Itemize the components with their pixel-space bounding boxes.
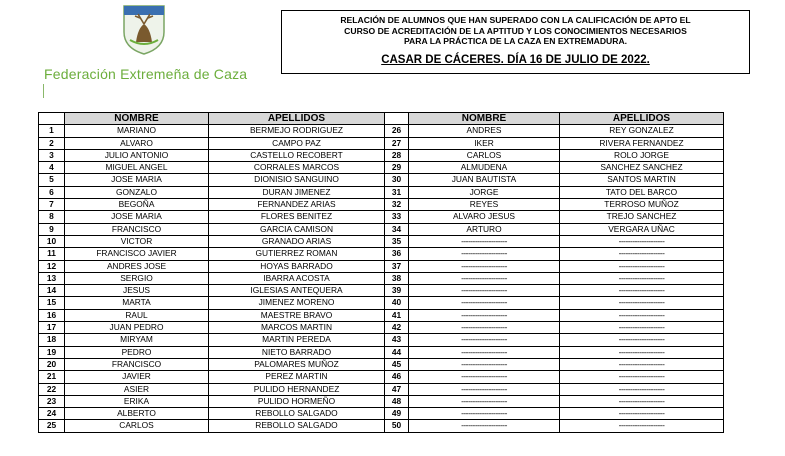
first-name-cell: BEGOÑA: [65, 199, 209, 211]
organization-name: Federación Extremeña de Caza: [44, 66, 248, 82]
surname-cell: --------------------: [560, 408, 724, 420]
table-header-row: [39, 113, 724, 125]
surname-cell: REBOLLO SALGADO: [209, 408, 385, 420]
first-name-cell: --------------------: [409, 260, 560, 272]
row-number: 24: [39, 408, 65, 420]
row-number: 28: [385, 149, 409, 161]
table-row: [39, 223, 724, 235]
surname-cell: --------------------: [560, 235, 724, 247]
surname-cell: --------------------: [560, 395, 724, 407]
surname-cell: SANTOS MARTIN: [560, 174, 724, 186]
row-number: 44: [385, 346, 409, 358]
table-row: [39, 371, 724, 383]
table-row: [39, 125, 724, 137]
row-number: 12: [39, 260, 65, 272]
surname-cell: NIETO BARRADO: [209, 346, 385, 358]
first-name-cell: --------------------: [409, 322, 560, 334]
table-row: [39, 285, 724, 297]
row-number: 27: [385, 137, 409, 149]
surname-cell: --------------------: [560, 383, 724, 395]
row-number: 9: [39, 223, 65, 235]
row-number: 15: [39, 297, 65, 309]
first-name-cell: --------------------: [409, 383, 560, 395]
header-number-cell: [39, 113, 65, 125]
surname-cell: IGLESIAS ANTEQUERA: [209, 285, 385, 297]
surname-cell: IBARRA ACOSTA: [209, 272, 385, 284]
row-number: 2: [39, 137, 65, 149]
header-nombre: NOMBRE: [65, 113, 209, 125]
surname-cell: MAESTRE BRAVO: [209, 309, 385, 321]
surname-cell: GARCIA CAMISON: [209, 223, 385, 235]
surname-cell: --------------------: [560, 309, 724, 321]
surname-cell: GRANADO ARIAS: [209, 235, 385, 247]
first-name-cell: ALMUDENA: [409, 162, 560, 174]
row-number: 50: [385, 420, 409, 432]
first-name-cell: --------------------: [409, 408, 560, 420]
first-name-cell: --------------------: [409, 272, 560, 284]
surname-cell: --------------------: [560, 322, 724, 334]
surname-cell: --------------------: [560, 346, 724, 358]
surname-cell: --------------------: [560, 358, 724, 370]
row-number: 20: [39, 358, 65, 370]
row-number: 1: [39, 125, 65, 137]
first-name-cell: REYES: [409, 199, 560, 211]
table-row: [39, 322, 724, 334]
table-row: [39, 358, 724, 370]
table-row: [39, 420, 724, 432]
header-number-cell: [385, 113, 409, 125]
row-number: 10: [39, 235, 65, 247]
first-name-cell: JOSE MARIA: [65, 174, 209, 186]
first-name-cell: ALVARO: [65, 137, 209, 149]
surname-cell: --------------------: [560, 272, 724, 284]
row-number: 43: [385, 334, 409, 346]
first-name-cell: --------------------: [409, 334, 560, 346]
row-number: 21: [39, 371, 65, 383]
surname-cell: --------------------: [560, 371, 724, 383]
federation-logo: [120, 2, 168, 56]
row-number: 22: [39, 383, 65, 395]
table-row: [39, 211, 724, 223]
title-line: PARA LA PRÁCTICA DE LA CAZA EN EXTREMADURA.: [403, 36, 628, 46]
row-number: 29: [385, 162, 409, 174]
row-number: 25: [39, 420, 65, 432]
row-number: 31: [385, 186, 409, 198]
first-name-cell: CARLOS: [409, 149, 560, 161]
table-row: [39, 199, 724, 211]
surname-cell: CASTELLO RECOBERT: [209, 149, 385, 161]
surname-cell: PULIDO HERNANDEZ: [209, 383, 385, 395]
first-name-cell: FRANCISCO: [65, 223, 209, 235]
surname-cell: --------------------: [560, 297, 724, 309]
surname-cell: ROLO JORGE: [560, 149, 724, 161]
surname-cell: GUTIERREZ ROMAN: [209, 248, 385, 260]
row-number: 32: [385, 199, 409, 211]
row-number: 23: [39, 395, 65, 407]
first-name-cell: ERIKA: [65, 395, 209, 407]
students-table: [38, 112, 724, 433]
row-number: 18: [39, 334, 65, 346]
surname-cell: --------------------: [560, 248, 724, 260]
document-subtitle: CASAR DE CÁCERES. DÍA 16 DE JULIO DE 2022.: [381, 53, 650, 66]
surname-cell: REY GONZALEZ: [560, 125, 724, 137]
surname-cell: --------------------: [560, 420, 724, 432]
row-number: 38: [385, 272, 409, 284]
row-number: 6: [39, 186, 65, 198]
row-number: 45: [385, 358, 409, 370]
first-name-cell: IKER: [409, 137, 560, 149]
table-row: [39, 272, 724, 284]
row-number: 49: [385, 408, 409, 420]
surname-cell: TREJO SANCHEZ: [560, 211, 724, 223]
surname-cell: CAMPO PAZ: [209, 137, 385, 149]
surname-cell: HOYAS BARRADO: [209, 260, 385, 272]
surname-cell: FLORES BENITEZ: [209, 211, 385, 223]
table-row: [39, 297, 724, 309]
table-row: [39, 162, 724, 174]
table-row: [39, 408, 724, 420]
row-number: 41: [385, 309, 409, 321]
first-name-cell: MARIANO: [65, 125, 209, 137]
surname-cell: PALOMARES MUÑOZ: [209, 358, 385, 370]
surname-cell: CORRALES MARCOS: [209, 162, 385, 174]
row-number: 39: [385, 285, 409, 297]
title-line: RELACIÓN DE ALUMNOS QUE HAN SUPERADO CON LA CALIFICACIÓN DE APTO EL: [340, 15, 691, 25]
row-number: 7: [39, 199, 65, 211]
first-name-cell: --------------------: [409, 309, 560, 321]
row-number: 34: [385, 223, 409, 235]
first-name-cell: --------------------: [409, 395, 560, 407]
table-row: [39, 346, 724, 358]
first-name-cell: CARLOS: [65, 420, 209, 432]
first-name-cell: --------------------: [409, 285, 560, 297]
first-name-cell: --------------------: [409, 235, 560, 247]
row-number: 42: [385, 322, 409, 334]
surname-cell: FERNANDEZ ARIAS: [209, 199, 385, 211]
first-name-cell: --------------------: [409, 346, 560, 358]
first-name-cell: JESUS: [65, 285, 209, 297]
header-apellidos: APELLIDOS: [209, 113, 385, 125]
table-row: [39, 174, 724, 186]
first-name-cell: --------------------: [409, 248, 560, 260]
surname-cell: --------------------: [560, 285, 724, 297]
row-number: 48: [385, 395, 409, 407]
surname-cell: --------------------: [560, 260, 724, 272]
first-name-cell: RAUL: [65, 309, 209, 321]
row-number: 13: [39, 272, 65, 284]
surname-cell: JIMENEZ MORENO: [209, 297, 385, 309]
surname-cell: BERMEJO RODRIGUEZ: [209, 125, 385, 137]
row-number: 37: [385, 260, 409, 272]
row-number: 17: [39, 322, 65, 334]
first-name-cell: JAVIER: [65, 371, 209, 383]
first-name-cell: JORGE: [409, 186, 560, 198]
surname-cell: TERROSO MUÑOZ: [560, 199, 724, 211]
row-number: 40: [385, 297, 409, 309]
surname-cell: RIVERA FERNANDEZ: [560, 137, 724, 149]
first-name-cell: MIGUEL ANGEL: [65, 162, 209, 174]
table-row: [39, 383, 724, 395]
table-row: [39, 186, 724, 198]
table-row: [39, 149, 724, 161]
first-name-cell: SERGIO: [65, 272, 209, 284]
first-name-cell: FRANCISCO: [65, 358, 209, 370]
decorative-line: [43, 84, 44, 98]
surname-cell: SANCHEZ SANCHEZ: [560, 162, 724, 174]
first-name-cell: ASIER: [65, 383, 209, 395]
row-number: 8: [39, 211, 65, 223]
header-nombre: NOMBRE: [409, 113, 560, 125]
table-row: [39, 235, 724, 247]
row-number: 11: [39, 248, 65, 260]
surname-cell: DURAN JIMENEZ: [209, 186, 385, 198]
first-name-cell: PEDRO: [65, 346, 209, 358]
surname-cell: TATO DEL BARCO: [560, 186, 724, 198]
first-name-cell: JOSE MARIA: [65, 211, 209, 223]
first-name-cell: ANDRES: [409, 125, 560, 137]
first-name-cell: --------------------: [409, 371, 560, 383]
table-row: [39, 334, 724, 346]
first-name-cell: MARTA: [65, 297, 209, 309]
surname-cell: DIONISIO SANGUINO: [209, 174, 385, 186]
surname-cell: MARTIN PEREDA: [209, 334, 385, 346]
first-name-cell: ALBERTO: [65, 408, 209, 420]
first-name-cell: --------------------: [409, 297, 560, 309]
first-name-cell: JUAN BAUTISTA: [409, 174, 560, 186]
first-name-cell: JUAN PEDRO: [65, 322, 209, 334]
surname-cell: PEREZ MARTIN: [209, 371, 385, 383]
table-row: [39, 309, 724, 321]
first-name-cell: VICTOR: [65, 235, 209, 247]
row-number: 16: [39, 309, 65, 321]
table-row: [39, 260, 724, 272]
row-number: 36: [385, 248, 409, 260]
row-number: 33: [385, 211, 409, 223]
row-number: 26: [385, 125, 409, 137]
surname-cell: VERGARA UÑAC: [560, 223, 724, 235]
row-number: 35: [385, 235, 409, 247]
row-number: 46: [385, 371, 409, 383]
first-name-cell: --------------------: [409, 358, 560, 370]
row-number: 5: [39, 174, 65, 186]
first-name-cell: ARTURO: [409, 223, 560, 235]
first-name-cell: ANDRES JOSE: [65, 260, 209, 272]
first-name-cell: MIRYAM: [65, 334, 209, 346]
surname-cell: MARCOS MARTIN: [209, 322, 385, 334]
surname-cell: PULIDO HORMEÑO: [209, 395, 385, 407]
table-row: [39, 395, 724, 407]
header-apellidos: APELLIDOS: [560, 113, 724, 125]
table-row: [39, 248, 724, 260]
row-number: 14: [39, 285, 65, 297]
row-number: 19: [39, 346, 65, 358]
first-name-cell: FRANCISCO JAVIER: [65, 248, 209, 260]
table-row: [39, 137, 724, 149]
first-name-cell: JULIO ANTONIO: [65, 149, 209, 161]
row-number: 47: [385, 383, 409, 395]
first-name-cell: ALVARO JESUS: [409, 211, 560, 223]
title-line: CURSO DE ACREDITACIÓN DE LA APTITUD Y LOS CONOCIMIENTOS NECESARIOS: [344, 25, 687, 36]
row-number: 4: [39, 162, 65, 174]
row-number: 30: [385, 174, 409, 186]
surname-cell: REBOLLO SALGADO: [209, 420, 385, 432]
first-name-cell: --------------------: [409, 420, 560, 432]
document-title-box: [281, 10, 750, 74]
surname-cell: --------------------: [560, 334, 724, 346]
first-name-cell: GONZALO: [65, 186, 209, 198]
row-number: 3: [39, 149, 65, 161]
